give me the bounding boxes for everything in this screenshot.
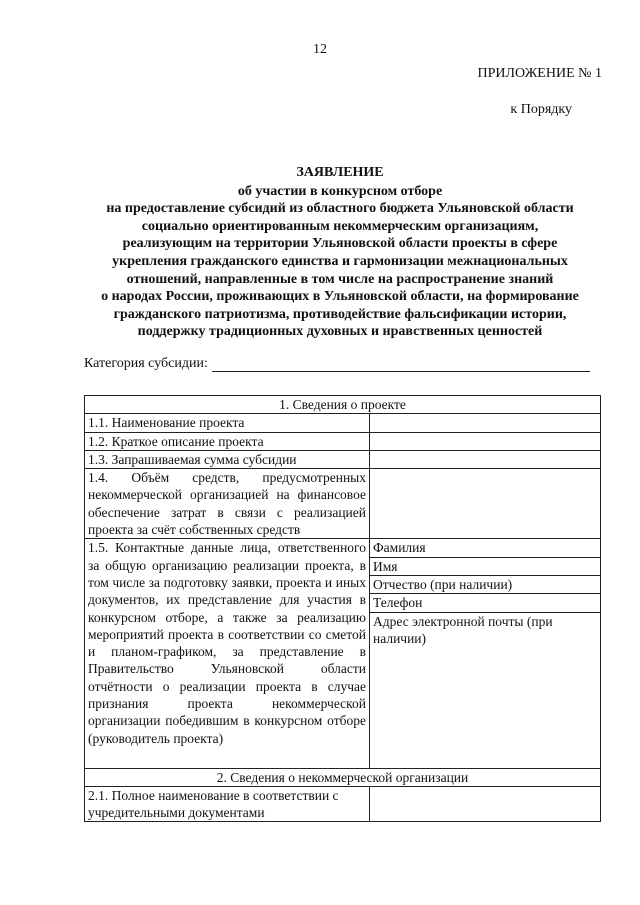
to-order-label: к Порядку (510, 102, 572, 117)
row-1-4-label: 1.4. Объём средств, предусмотренных некоммерческой организацией на финансовое обеспечение затрат в связи с реализацией проекта за счёт собственных средств (85, 469, 370, 539)
title-line: гражданского патриотизма, противодействие фальсификации истории, (113, 306, 567, 322)
row-1-3-label: 1.3. Запрашиваемая сумма субсидии (85, 450, 370, 468)
table-row (85, 450, 601, 468)
category-label: Категория субсидии: (84, 356, 208, 371)
title-line: социально ориентированным некоммерческим организациям, (141, 218, 539, 234)
title-line: отношений, направленные в том числе на распространение знаний (126, 271, 554, 287)
row-2-1-value[interactable] (370, 786, 601, 822)
row-1-5-label: 1.5. Контактные данные лица, ответственного за общую организацию реализации проекта, в том числе за подготовку заявки, проекта и иных документов, их представление для участия в конкурсном отборе, а также за реализацию мероприятий проекта в соответствии со сметой и планом-графиком, за представление в Правительство Ульяновской области отчётности о реализации проекта в случае признания проекта некоммерческой организации победившим в конкурсном отборе (руководитель проекта) (85, 539, 370, 768)
title-line: поддержку традиционных духовных и нравственных ценностей (137, 324, 543, 340)
document-title-block (60, 164, 620, 341)
row-1-1-value[interactable] (370, 414, 601, 432)
page-number: 12 (313, 42, 327, 57)
title-line: укрепления гражданского единства и гармонизации межнациональных (112, 253, 568, 269)
contact-email-field[interactable]: Адрес электронной почты (при наличии) (370, 612, 601, 768)
table-row (85, 432, 601, 450)
document-title: ЗАЯВЛЕНИЕ (296, 165, 384, 180)
section-1-header: 1. Сведения о проекте (85, 396, 601, 414)
row-1-1-label: 1.1. Наименование проекта (85, 414, 370, 432)
row-1-2-label: 1.2. Краткое описание проекта (85, 432, 370, 450)
row-1-3-value[interactable] (370, 450, 601, 468)
title-line: реализующим на территории Ульяновской области проекты в сфере (122, 236, 558, 252)
contact-name-field[interactable]: Имя (370, 557, 601, 575)
row-2-1-label: 2.1. Полное наименование в соответствии с учредительными документами (85, 786, 370, 822)
title-line: на предоставление субсидий из областного бюджета Ульяновской области (106, 201, 574, 217)
row-1-2-value[interactable] (370, 432, 601, 450)
table-row (85, 414, 601, 432)
contact-surname-field[interactable]: Фамилия (370, 539, 601, 557)
category-row (84, 356, 604, 372)
section-2-header: 2. Сведения о некоммерческой организации (85, 768, 601, 786)
row-1-4-value[interactable] (370, 469, 601, 539)
table-row (85, 469, 601, 539)
appendix-label: ПРИЛОЖЕНИЕ № 1 (477, 66, 602, 81)
title-line: об участии в конкурсном отборе (237, 183, 443, 199)
contact-patronymic-field[interactable]: Отчество (при наличии) (370, 575, 601, 593)
table-row (85, 768, 601, 786)
table-row (85, 539, 601, 557)
table-row (85, 786, 601, 822)
category-input-line[interactable] (212, 357, 590, 372)
title-line: о народах России, проживающих в Ульяновской области, на формирование (101, 289, 579, 305)
application-table (84, 395, 601, 822)
table-row (85, 396, 601, 414)
contact-phone-field[interactable]: Телефон (370, 594, 601, 612)
